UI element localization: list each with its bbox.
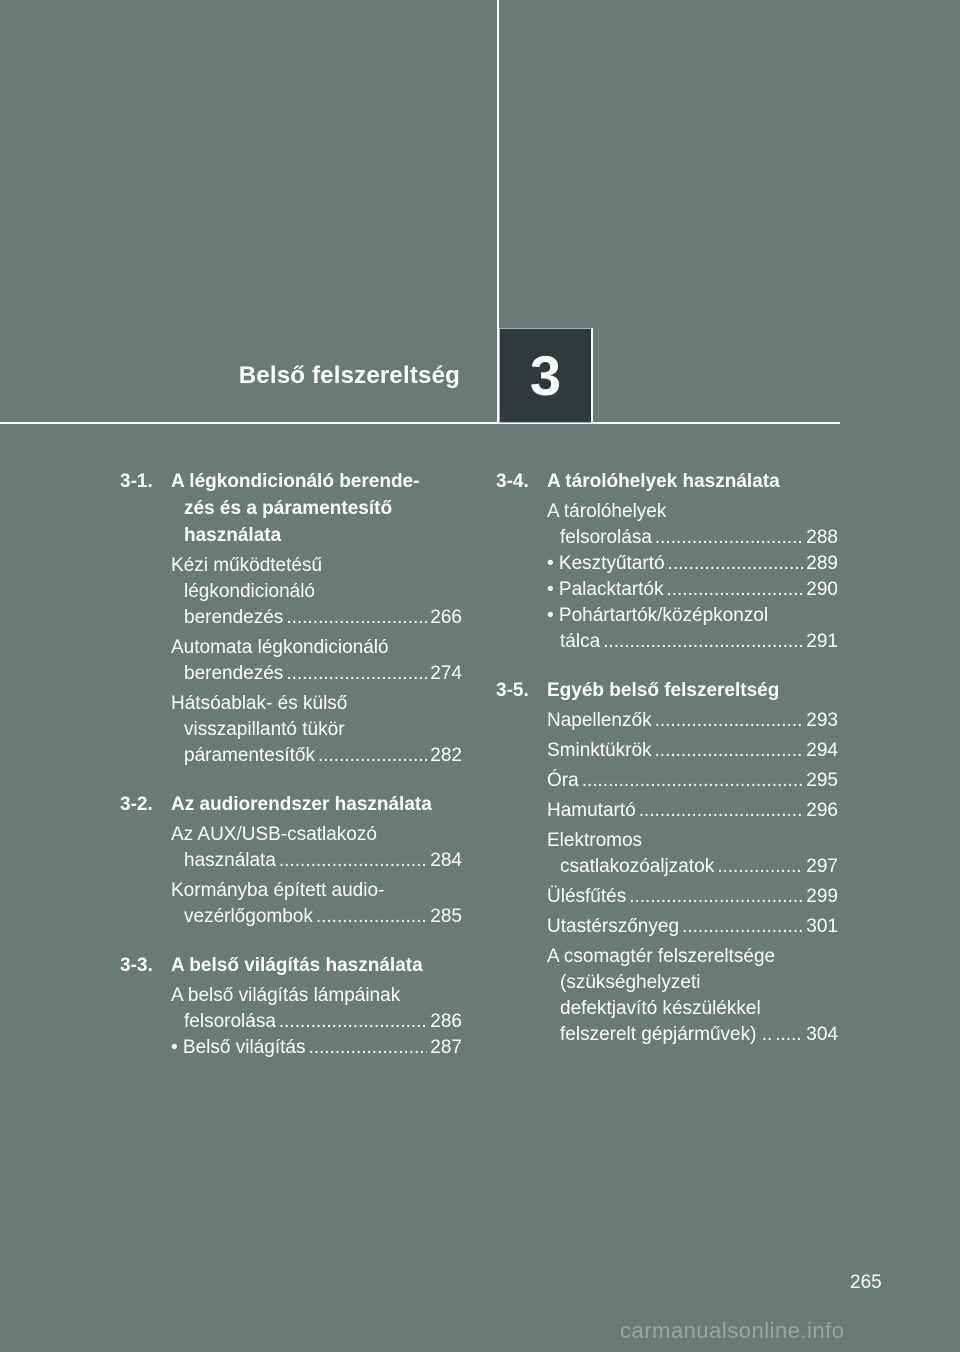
- entry-leader-row: [547, 1022, 838, 1048]
- section-entries: [120, 553, 462, 769]
- entry-leader-row: [547, 551, 838, 577]
- toc-entry[interactable]: [547, 551, 838, 577]
- section-number: 3-5.: [496, 680, 529, 701]
- entry-page-number: 294: [806, 740, 838, 761]
- entry-text-line: berendezés: [184, 663, 284, 684]
- dot-leader: [308, 1035, 427, 1061]
- entry-text-line: Automata légkondicionáló: [171, 637, 389, 658]
- entry-page-number: 266: [430, 607, 462, 628]
- section-title: [171, 952, 462, 979]
- section-number: 3-3.: [120, 955, 153, 976]
- chapter-number: 3: [529, 344, 562, 407]
- entry-leader-row: [547, 768, 838, 794]
- entry-text-line: • Belső világítás: [171, 1037, 306, 1058]
- header-rule: [0, 422, 840, 424]
- dot-leader: [655, 738, 804, 764]
- dot-leader: [655, 525, 803, 551]
- dot-leader: [316, 904, 427, 930]
- dot-leader: [668, 551, 804, 577]
- entry-leader-row: [171, 904, 462, 930]
- entry-leader-row: [171, 605, 462, 631]
- entry-leader-row: [547, 525, 838, 551]
- toc-section: [120, 468, 462, 769]
- entry-leader-row: [547, 738, 838, 764]
- toc-entry[interactable]: [547, 828, 838, 880]
- entry-text-line: használata: [184, 850, 276, 871]
- entry-text-line: Elektromos: [547, 830, 643, 851]
- entry-text-line: Napellenzők: [547, 710, 652, 731]
- section-title-line: Egyéb belső felszereltség: [547, 680, 780, 701]
- toc-entry[interactable]: [171, 878, 462, 930]
- entry-page-number: 290: [806, 579, 838, 600]
- toc-entry[interactable]: [547, 577, 838, 603]
- entry-text-line: A belső világítás lámpáinak: [171, 985, 401, 1006]
- section-number: 3-1.: [120, 471, 153, 492]
- entry-text-line: (szükséghelyzeti: [560, 972, 701, 993]
- section-number: 3-4.: [496, 471, 529, 492]
- toc-entry[interactable]: [547, 768, 838, 794]
- section-entries: [120, 983, 462, 1061]
- entry-text-line: Kézi működtetésű: [171, 555, 323, 576]
- entry-page-number: 291: [806, 631, 838, 652]
- toc-entry[interactable]: [547, 884, 838, 910]
- dot-leader: [682, 914, 803, 940]
- entry-page-number: 288: [806, 527, 838, 548]
- entry-text-line: Ülésfűtés: [547, 886, 627, 907]
- entry-text-line: légkondicionáló: [184, 581, 315, 602]
- section-heading[interactable]: [496, 468, 838, 495]
- entry-text-line: felsorolása: [560, 527, 652, 548]
- entry-text-line: • Kesztyűtartó: [547, 553, 665, 574]
- section-entries: [496, 708, 838, 1048]
- entry-text-line: Óra: [547, 770, 579, 791]
- dot-leader: [279, 848, 427, 874]
- section-heading[interactable]: [120, 952, 462, 979]
- section-heading[interactable]: [120, 468, 462, 549]
- entry-leader-row: [547, 914, 838, 940]
- entry-text-line: defektjavító készülékkel: [560, 998, 761, 1019]
- entry-leader-row: [171, 1009, 462, 1035]
- entry-text-line: • Palacktartók: [547, 579, 664, 600]
- toc-entry[interactable]: [547, 738, 838, 764]
- dot-leader: [717, 854, 803, 880]
- entry-leader-row: [171, 848, 462, 874]
- dot-leader: [639, 798, 804, 824]
- entry-page-number: 287: [430, 1037, 462, 1058]
- entry-page-number: 295: [806, 770, 838, 791]
- entry-page-number: 284: [430, 850, 462, 871]
- entry-text-line: Utastérszőnyeg: [547, 916, 680, 937]
- page-number: 265: [850, 1272, 882, 1293]
- section-number: 3-2.: [120, 794, 153, 815]
- toc-section: [496, 677, 838, 1048]
- entry-page-number: 282: [430, 745, 462, 766]
- section-title-line: A belső világítás használata: [171, 955, 423, 976]
- chapter-number-box: [499, 328, 593, 423]
- toc-section: [496, 468, 838, 655]
- entry-text-line: Hátsóablak- és külső: [171, 693, 348, 714]
- dot-leader: [286, 661, 427, 687]
- toc-column-left: [120, 468, 462, 1083]
- entry-leader-row: [547, 884, 838, 910]
- entry-text-line: • Pohártartók/középkonzol: [547, 605, 769, 626]
- section-entries: [120, 822, 462, 930]
- dot-leader: [582, 768, 804, 794]
- dot-leader: [655, 708, 804, 734]
- entry-leader-row: [171, 661, 462, 687]
- toc-entry[interactable]: [171, 691, 462, 769]
- dot-leader: [318, 743, 427, 769]
- entry-text-line: felsorolása: [184, 1011, 276, 1032]
- entry-leader-row: [547, 854, 838, 880]
- section-title-line: zés és a páramentesítő: [184, 498, 393, 519]
- entry-page-number: 293: [806, 710, 838, 731]
- entry-text-line: visszapillantó tükör: [184, 719, 345, 740]
- entry-text-line: Hamutartó: [547, 800, 636, 821]
- entry-leader-row: [171, 743, 462, 769]
- entry-leader-row: [547, 708, 838, 734]
- entry-text-line: Az AUX/USB-csatlakozó: [171, 824, 377, 845]
- section-entries: [496, 499, 838, 655]
- watermark: carmanualsonline.info: [620, 1318, 845, 1343]
- entry-leader-row: [547, 577, 838, 603]
- entry-page-number: 297: [806, 856, 838, 877]
- toc-section: [120, 791, 462, 930]
- toc-entry[interactable]: [547, 708, 838, 734]
- dot-leader: [279, 1009, 427, 1035]
- section-heading[interactable]: [120, 791, 462, 818]
- section-title: [547, 468, 838, 495]
- dot-leader: [775, 1022, 803, 1048]
- dot-leader: [603, 629, 803, 655]
- section-title-line: Az audiorendszer használata: [171, 794, 432, 815]
- toc-entry[interactable]: [171, 983, 462, 1035]
- section-title: [547, 677, 838, 704]
- entry-page-number: 304: [806, 1024, 838, 1045]
- entry-page-number: 299: [806, 886, 838, 907]
- entry-text-line: Kormányba épített audio-: [171, 880, 385, 901]
- entry-text-line: felszerelt gépjárművek) ..: [560, 1024, 773, 1045]
- entry-page-number: 286: [430, 1011, 462, 1032]
- section-heading[interactable]: [496, 677, 838, 704]
- entry-text-line: berendezés: [184, 607, 284, 628]
- toc-entry[interactable]: [171, 553, 462, 631]
- dot-leader: [666, 577, 803, 603]
- entry-page-number: 301: [806, 916, 838, 937]
- toc-section: [120, 952, 462, 1061]
- entry-page-number: 274: [430, 663, 462, 684]
- entry-page-number: 296: [806, 800, 838, 821]
- toc-entry[interactable]: [547, 499, 838, 551]
- chapter-title: Belső felszereltség: [238, 362, 460, 389]
- toc-entry[interactable]: [171, 1035, 462, 1061]
- entry-text-line: A csomagtér felszereltsége: [547, 946, 776, 967]
- entry-page-number: 285: [430, 906, 462, 927]
- section-title-line: A légkondicionáló berende-: [171, 471, 420, 492]
- section-title-line: használata: [184, 525, 282, 546]
- entry-text-line: tálca: [560, 631, 601, 652]
- toc-entry[interactable]: [547, 914, 838, 940]
- dot-leader: [629, 884, 803, 910]
- toc-column-right: [496, 468, 838, 1070]
- entry-text-line: vezérlőgombok: [184, 906, 313, 927]
- toc-entry[interactable]: [171, 822, 462, 874]
- entry-text-line: páramentesítők: [184, 745, 315, 766]
- section-title: [171, 791, 462, 818]
- section-title: [171, 468, 462, 549]
- entry-text-line: A tárolóhelyek: [547, 501, 667, 522]
- entry-leader-row: [547, 629, 838, 655]
- entry-text-line: Sminktükrök: [547, 740, 652, 761]
- entry-page-number: 289: [806, 553, 838, 574]
- entry-leader-row: [171, 1035, 462, 1061]
- section-title-line: A tárolóhelyek használata: [547, 471, 780, 492]
- toc-entry[interactable]: [547, 944, 838, 1048]
- dot-leader: [286, 605, 427, 631]
- toc-entry[interactable]: [171, 635, 462, 687]
- toc-entry[interactable]: [547, 798, 838, 824]
- entry-leader-row: [547, 798, 838, 824]
- entry-text-line: csatlakozóaljzatok: [560, 856, 715, 877]
- toc-entry[interactable]: [547, 603, 838, 655]
